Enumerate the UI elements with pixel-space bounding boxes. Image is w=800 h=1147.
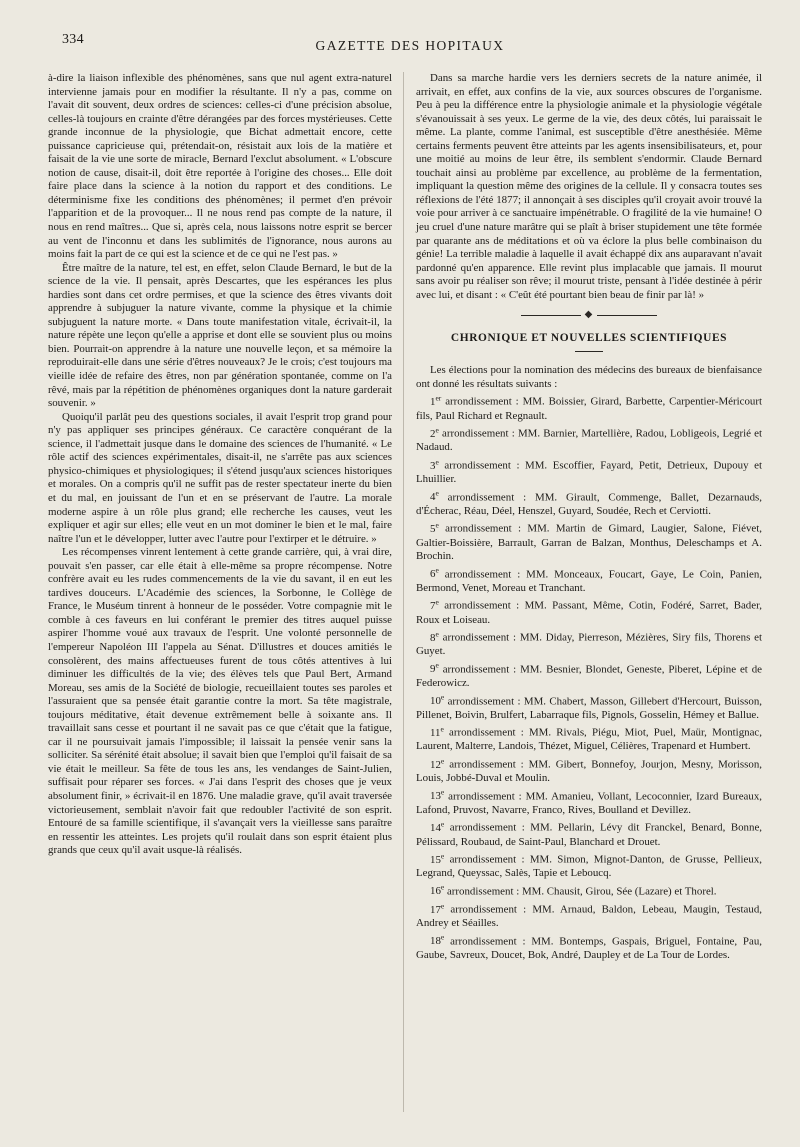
arrondissement-text: arrondissement : MM. Escoffier, Fayard, Petit, Detrieux, Dupouy et Lhuillier. <box>416 459 762 486</box>
arrondissement-suffix: e <box>440 755 445 765</box>
arrondissement-entry <box>416 423 762 455</box>
arrondissement-suffix: e <box>435 597 439 607</box>
arrondissement-number: 3 <box>430 459 436 472</box>
elections-intro: Les élections pour la nomination des médecins des bureaux de bienfaisance ont donné les résultats suivants : <box>416 364 762 390</box>
arrondissement-number: 15 <box>430 853 441 866</box>
arrondissement-text: arrondissement : MM. Rivals, Piégu, Miot, Puel, Maür, Montignac, Laurent, Malterre, Landois, Thézet, Miguel, Célières, Trapenard et Humbert. <box>416 726 762 753</box>
section-title: CHRONIQUE ET NOUVELLES SCIENTIFIQUES <box>450 331 728 344</box>
arrondissement-ordinal <box>430 900 445 916</box>
arrondissement-text: arrondissement : MM. Barnier, Martellière, Radou, Lobligeois, Legrié et Nadaud. <box>416 427 762 454</box>
arrondissement-text: arrondissement : MM. Pellarin, Lévy dit Franckel, Benard, Bonne, Pélissard, Roubaud, de Saint-Paul, Blanchard et Drouet. <box>416 822 762 848</box>
arrondissement-ordinal <box>430 488 439 504</box>
arrondissement-suffix: e <box>440 787 445 797</box>
section-title-rule <box>575 351 603 352</box>
arrondissement-suffix: e <box>435 520 439 530</box>
arrondissement-number: 8 <box>430 631 436 644</box>
arrondissement-number: 11 <box>430 726 441 739</box>
arrondissement-suffix: e <box>435 488 439 498</box>
arrondissement-ordinal <box>430 660 439 676</box>
section-ornament: ◆ <box>416 308 762 322</box>
right-column <box>416 72 762 962</box>
page-header <box>0 0 800 60</box>
page-number: 334 <box>62 32 84 47</box>
arrondissement-number: 4 <box>430 491 436 504</box>
arrondissement-entry <box>416 627 762 659</box>
left-paragraph-4: Les récompenses vinrent lentement à cette grande carrière, qui, à vrai dire, pouvait s'en passer, car elle était à elle-même sa propre récompense. Notre confrère avait eu les rudes commencements de la vie du savant, il en eut les tardives douceurs. L'Académie des sciences, la Sorbonne, le Collège de France, le Muséum tinrent à honneur de le posséder. Votre compagnie mit le comble à ces faveurs en lui conférant le premier des titres auquel puisse aspirer l'homme voué aux travaux de l'esprit. Une volonté personnelle de l'empereur Napoléon III l'appela au Sénat. D'illustres et douces amitiés le consolèrent, des mains affectueuses furent de tous côtés attentives à lui diminuer les difficultés de la vie; des élèves tels que Paul Bert, Armand Moreau, ses amis de la Société de biologie, recueillaient toutes ses paroles et l'assuraient que sa pensée était garantie contre la mort. Sa tête magistrale, toujours méditative, était devenue extrêmement belle à soixante ans. Il travaillait sans cesse et pourtant il ne savait pas ce que c'était que la fatigue, car il ne poursuivait jamais l'impossible; il laissait la pensée venir sans la solliciter. Sa sérénité était absolue; il savait bien que l'emploi qu'il faisait de sa vie était le meilleur. Sa fête de tous les ans, les vendanges de Saint-Julien, suffisait pour réparer ses forces. « J'ai dans l'esprit des choses que je veux absolument finir, » écrivait-il en 1876. Une maladie grave, qu'il avait traversée victorieusement, semblait n'avoir fait que redoubler l'activité de son esprit. Entouré de sa famille scientifique, il s'avançait vers la vieillesse sans paraître en ressentir les atteintes. Les projets qu'il roulait dans son esprit étaient plus grands que ceux qu'il avait usque-là réalisés. <box>48 546 392 857</box>
arrondissement-text: arrondissement : MM. Arnaud, Baldon, Lebeau, Maugin, Testaud, Andrey et Séailles. <box>416 903 762 930</box>
arrondissement-entry <box>416 899 762 931</box>
arrondissement-suffix: e <box>435 565 439 575</box>
arrondissement-suffix: e <box>435 660 439 670</box>
arrondissement-text: arrondissement : MM. Besnier, Blondet, Geneste, Piberet, Lépine et de Federowicz. <box>416 663 762 689</box>
arrondissement-ordinal <box>430 882 445 898</box>
arrondissement-entry <box>416 754 762 786</box>
arrondissement-number: 5 <box>430 522 436 535</box>
arrondissement-entry <box>416 849 762 881</box>
arrondissement-entry <box>416 786 762 818</box>
left-paragraph-1: à-dire la liaison inflexible des phénomènes, sans que nul agent extra-naturel intervienne jamais pour en modifier la résultante. Il n'y a pas, comme on l'avait dit souvent, deux ordres de sciences: celles-ci d'une précision absolue, celles-là toujours en crainte d'être dérangées par des forces mystérieuses. Cette grande inconnue de la physiologie, que Bichat admettait encore, cette puissance capricieuse qui, prétendait-on, résistait aux lois de la matière et faisait de la vie une sorte de miracle, Bernard l'exclut absolument. « L'obscure notion de cause, disait-il, doit être reportée à l'origine des choses... Elle doit faire place dans la science à la notion du rapport et des conditions. Le déterminisme fixe les conditions des phénomènes; il permet d'en prévoir l'apparition et de la provoquer... Il ne nous rend pas compte de la nature, il nous en rend maîtres... Que si, après cela, nous laissons notre esprit se bercer au vent de l'inconnu et dans les sublimités de l'ignorance, nous aurons au moins fait la part de ce qui est la science et de ce qui ne l'est pas. » <box>48 72 392 261</box>
arrondissement-entry <box>416 564 762 596</box>
arrondissement-entry <box>416 722 762 754</box>
arrondissement-ordinal <box>430 425 439 440</box>
arrondissement-ordinal <box>430 520 439 535</box>
arrondissement-entry <box>416 817 762 849</box>
arrondissement-number: 16 <box>430 885 441 898</box>
journal-title: GAZETTE DES HOPITAUX <box>315 38 505 53</box>
left-paragraph-3: Quoiqu'il parlât peu des questions sociales, il avait l'esprit trop grand pour n'y pas appliquer ses principes généraux. Ce caractère conquérant de la science, il l'admettait jusque dans le domaine des sciences de l'humanité. « Le rôle actif des sciences expérimentales, disait-il, ne s'arrête pas aux sciences physico-chimiques et physiologiques; il s'étend jusqu'aux sciences historiques et morales. On a compris qu'il ne suffit pas de rester spectateur inerte du bien et du mal, en jouissant de l'un et en se préservant de l'autre. La morale moderne aspire à un rôle plus grand; elle recherche les causes, veut les expliquer et agir sur elles; elle veut en un mot dominer le bien et le mal, faire naître l'un et le développer, lutter avec l'autre pour l'extirper et le détruire. » <box>48 410 392 545</box>
arrondissement-number: 18 <box>430 935 441 948</box>
arrondissement-number: 12 <box>430 758 441 771</box>
arrondissement-entry <box>416 931 762 963</box>
arrondissement-text: arrondissement : MM. Gibert, Bonnefoy, Jourjon, Mesny, Morisson, Louis, Jobbé-Duval et Moulin. <box>416 758 762 785</box>
arrondissement-ordinal <box>430 456 439 472</box>
arrondissement-ordinal <box>430 724 444 739</box>
arrondissement-ordinal <box>430 393 442 409</box>
arrondissement-suffix: er <box>435 393 442 403</box>
arrondissement-suffix: e <box>440 932 445 942</box>
arrondissement-entry <box>416 595 762 627</box>
arrondissement-ordinal <box>430 787 445 803</box>
arrondissement-entry <box>416 659 762 691</box>
arrondissement-text: arrondissement : MM. Girault, Commenge, Ballet, Dezarnauds, d'Écherac, Réau, Déel, Henszel, Guyard, Soudée, Rech et Cerviotti. <box>416 491 762 517</box>
arrondissement-suffix: e <box>440 819 445 829</box>
arrondissement-number: 17 <box>430 903 441 916</box>
arrondissement-ordinal <box>430 819 445 834</box>
column-divider <box>403 72 404 1112</box>
arrondissement-suffix: e <box>440 724 444 734</box>
left-paragraph-2: Être maître de la nature, tel est, en effet, selon Claude Bernard, le but de la science de la vie. Il pensait, après Descartes, que les espérances les plus hardies sont dans cet ordre permises, et que la science des êtres vivants doit apprendre à subjuguer la nature vivante, comme la physique et la chimie subjuguent la nature morte. « Dans toute manifestation vitale, écrivait-il, la nature répète une leçon qu'elle a apprise et dont elle se souvient plus ou moins bien. Pourrait-on apprendre à la nature une nouvelle leçon, et sa mémoire la reproduirait-elle dans une série d'êtres nouveaux? Je le crois; c'est toujours ma vieille idée de refaire des êtres, non par génération spontanée, comme on l'a rêvé, mais par la répétition de phénomènes organiques dont la nature garderait souvenir. » <box>48 261 392 410</box>
arrondissement-number: 14 <box>430 822 441 834</box>
arrondissement-suffix: e <box>440 851 445 861</box>
arrondissement-entry <box>416 391 762 423</box>
arrondissement-ordinal <box>430 851 445 866</box>
arrondissement-text: arrondissement : MM. Passant, Même, Cotin, Fodéré, Sarret, Bader, Roux et Loiseau. <box>416 599 762 626</box>
arrondissement-text: arrondissement : MM. Martin de Gimard, Laugier, Salone, Fiévet, Galtier-Boissière, Barrault, Garran de Balzan, Monthus, Deleschamps et A. Brochin. <box>416 522 762 563</box>
arrondissement-number: 1 <box>430 396 436 409</box>
arrondissement-text: arrondissement : MM. Bontemps, Gaspais, Briguel, Fontaine, Pau, Gaube, Savreux, Doucet, Bok, André, Daupley et de La Tour de Lordes. <box>416 935 762 961</box>
arrondissement-number: 9 <box>430 663 436 676</box>
arrondissement-text: arrondissement : MM. Chabert, Masson, Gillebert d'Hercourt, Buisson, Pillenet, Boivin, Brulfert, Labarraque fils, Pignols, Gosselin, Hémey et Ballue. <box>416 695 762 721</box>
arrondissement-list <box>416 391 762 962</box>
arrondissement-suffix: e <box>435 456 439 466</box>
arrondissement-number: 7 <box>430 599 436 612</box>
arrondissement-text: arrondissement : MM. Boissier, Girard, Barbette, Carpentier-Méricourt fils, Paul Richard et Regnault. <box>416 396 762 422</box>
right-intro-paragraph: Dans sa marche hardie vers les derniers secrets de la nature animée, il arrivait, en effet, aux confins de la vie, aux sources obscures de l'organisme. Peu à peu la différence entre la physiologie animale et la physiologie végétale s'évanouissait à ses yeux. Le germe de la vie, des deux côtés, lui paraissait le même. La plante, comme l'animal, est susceptible d'être anesthésiée. Même certains ferments peuvent être atteints par les agents insensibilisateurs, et, pour une moitié au moins de leur être, ils semblent s'endormir. Claude Bernard touchait ainsi au problème par excellence, au problème de la fermentation, impliquant la question même des origines de la cellule. Il y consacra toutes ses réflexions de l'été 1877; il annonçait à ses disciples qu'il croyait avoir trouvé la voie pour arriver à ce sanctuaire impénétrable. O fragilité de la vie humaine! O jeu cruel d'une nature marâtre qui se plaît à briser stupidement une tête formée par quarante ans de méditations et où va éclore la plus belle combinaison du génie! La terrible maladie à laquelle il avait échappé dix ans auparavant n'avait pardonné qu'en apparence. Elle revint plus implacable que jamais. Il mourut sans avoir pu réaliser son rêve; il mourut triste, pensant à l'idée destinée à périr avec lui, et disant : « C'eût été pourtant bien beau de finir par là! » <box>416 72 762 301</box>
arrondissement-ordinal <box>430 692 445 708</box>
arrondissement-suffix: e <box>435 629 439 639</box>
arrondissement-suffix: e <box>435 425 439 435</box>
arrondissement-text: arrondissement : MM. Monceaux, Foucart, Gaye, Le Coin, Panien, Bermond, Venet, Moreau et Tranchant. <box>416 568 762 594</box>
arrondissement-suffix: e <box>440 900 445 910</box>
arrondissement-entry <box>416 455 762 487</box>
arrondissement-suffix: e <box>440 692 445 702</box>
arrondissement-suffix: e <box>440 882 445 892</box>
arrondissement-entry <box>416 691 762 723</box>
arrondissement-entry <box>416 518 762 563</box>
arrondissement-number: 6 <box>430 568 436 581</box>
arrondissement-ordinal <box>430 629 439 644</box>
arrondissement-ordinal <box>430 755 445 771</box>
left-column <box>48 72 392 858</box>
arrondissement-ordinal <box>430 597 439 612</box>
arrondissement-number: 10 <box>430 695 441 708</box>
arrondissement-ordinal <box>430 932 445 948</box>
arrondissement-text: arrondissement : MM. Amanieu, Vollant, Lecoconnier, Izard Bureaux, Lafond, Pruvost, Navarre, Franco, Rives, Boulland et Devillez. <box>416 790 762 816</box>
arrondissement-number: 13 <box>430 790 441 803</box>
arrondissement-number: 2 <box>430 427 436 440</box>
arrondissement-text: arrondissement : MM. Diday, Pierreson, Mézières, Siry fils, Thorens et Guyet. <box>416 631 762 658</box>
arrondissement-entry <box>416 487 762 519</box>
arrondissement-text: arrondissement : MM. Chausit, Girou, Sée (Lazare) et Thorel. <box>444 885 717 898</box>
arrondissement-entry <box>416 881 762 899</box>
arrondissement-text: arrondissement : MM. Simon, Mignot-Danton, de Grusse, Pellieux, Legrand, Queyssac, Salès, Tapie et Leboucq. <box>416 853 762 880</box>
arrondissement-ordinal <box>430 565 439 581</box>
